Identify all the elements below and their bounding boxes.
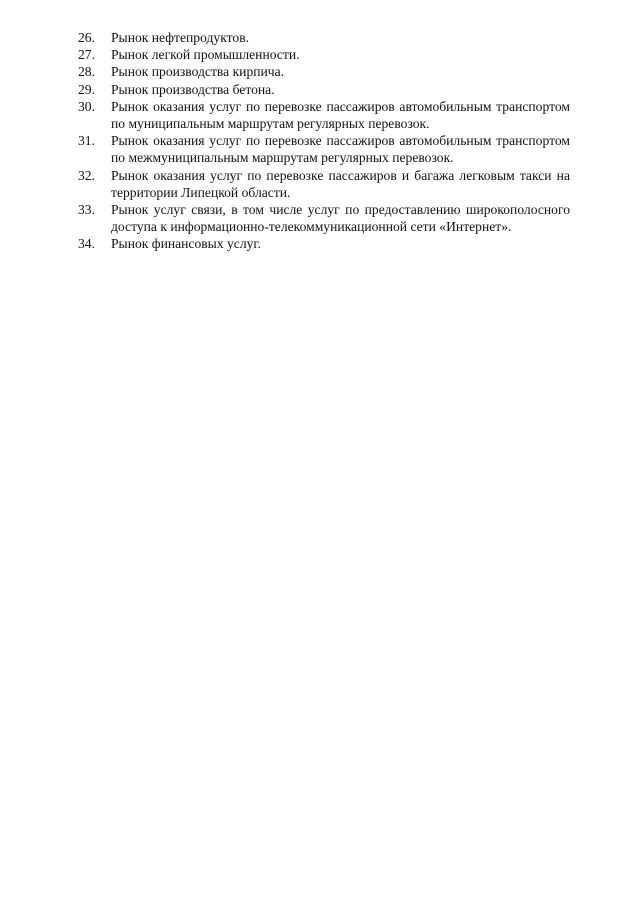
item-number: 30. [78, 98, 95, 114]
item-text: Рынок услуг связи, в том числе услуг по предоставлению широкополосного доступа к информационно-телекоммуникационной сети «Интернет». [111, 202, 570, 235]
list-item [78, 132, 570, 166]
item-number: 26. [78, 30, 95, 45]
item-number: 29. [78, 81, 95, 97]
list-item [78, 201, 570, 235]
item-number: 33. [78, 202, 95, 218]
item-text: Рынок легкой промышленности. [111, 47, 300, 63]
list-item [78, 167, 570, 201]
list-item [78, 235, 570, 252]
item-text: Рынок нефтепродуктов. [111, 30, 250, 45]
item-text: Рынок финансовых услуг. [111, 236, 261, 252]
item-number: 32. [78, 167, 95, 183]
list-item [78, 98, 570, 132]
item-number: 28. [78, 64, 95, 80]
item-text: Рынок оказания услуг по перевозке пассажиров и багажа легковым такси на территории Липецкой области. [111, 167, 570, 200]
item-text: Рынок производства бетона. [111, 81, 275, 97]
item-number: 27. [78, 47, 95, 63]
item-text: Рынок оказания услуг по перевозке пассажиров автомобильным транспортом по межмуниципальным маршрутам регулярных перевозок. [111, 133, 570, 166]
market-list [78, 29, 570, 253]
item-number: 31. [78, 133, 95, 149]
list-item [78, 63, 570, 80]
item-text: Рынок производства кирпича. [111, 64, 285, 80]
item-text: Рынок оказания услуг по перевозке пассажиров автомобильным транспортом по муниципальным маршрутам регулярных перевозок. [111, 98, 570, 132]
list-item [78, 81, 570, 98]
list-item [78, 46, 570, 63]
list-item [78, 29, 570, 46]
item-number: 34. [78, 236, 95, 252]
